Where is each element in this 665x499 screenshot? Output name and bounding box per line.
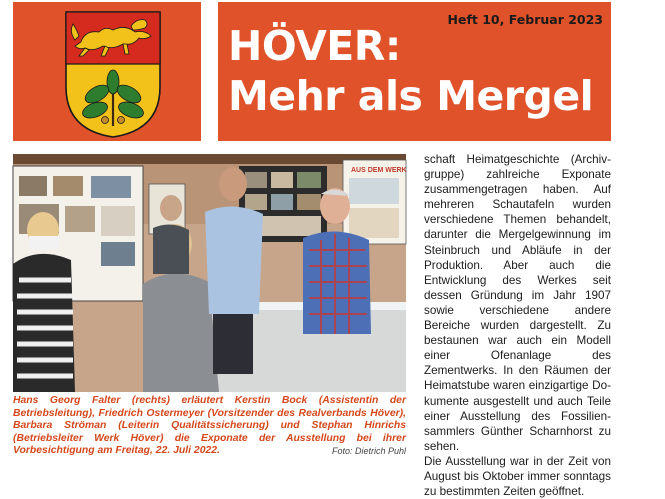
masthead	[218, 2, 611, 141]
caption-text: Hans Georg Falter (rechts) erläutert Kerstin Bock (Assistentin der Betriebsleitung), Friedrich Ostermeyer (Vorsitzender des Realverbands Höver), Barbara Ströman (Leiterin Qualitätssicherung) und Stephan Hinrichs (Betriebsleiter Werk Höver) die Exponate der Ausstellung bei ihrer Vorbesichtigung am Freitag, 22. Juli 2022.	[13, 395, 406, 457]
poster-text: AUS DEM WERK	[351, 167, 407, 174]
page-title-line1: HÖVER:	[228, 22, 401, 70]
photo-caption	[13, 395, 406, 457]
exhibition-photo	[13, 154, 406, 392]
coat-of-arms-panel	[13, 2, 201, 141]
photo-credit: Foto: Dietrich Puhl	[331, 446, 406, 457]
page-title-line2: Mehr als Mergel	[228, 72, 594, 120]
article-paragraph-1: schaft Heimatgeschichte (Archivgruppe) zahlreiche Exponate zusammengetragen haben. Auf mehreren Schautafeln wurden verschiedene Themen behandelt, darunter die Mergelgewinnung im Steinbruch und Abläufe in der Produktion. Aber auch die Entwicklung des Werkes seit dessen Gründung im Jahr 1907 sowie verschiedene andere Bereiche wurden dargestellt. Zu bestaunen war auch ein Modell einer Ofenanlage des Zementwerks. In den Räumen der Heimatstube waren einzigartige Dokumente ausgestellt und auch Teile einer Ausstellung des Fossiliensammlers Günther Scharnhorst zu sehen.	[424, 153, 611, 453]
article-paragraph-2: Die Ausstellung war in der Zeit von August bis Oktober immer sonntags zu bestimmten Zeiten geöffnet.	[424, 454, 611, 499]
coat-of-arms-image	[13, 2, 201, 141]
issue-label: Heft 10, Februar 2023	[447, 12, 603, 27]
article-column	[424, 152, 611, 499]
